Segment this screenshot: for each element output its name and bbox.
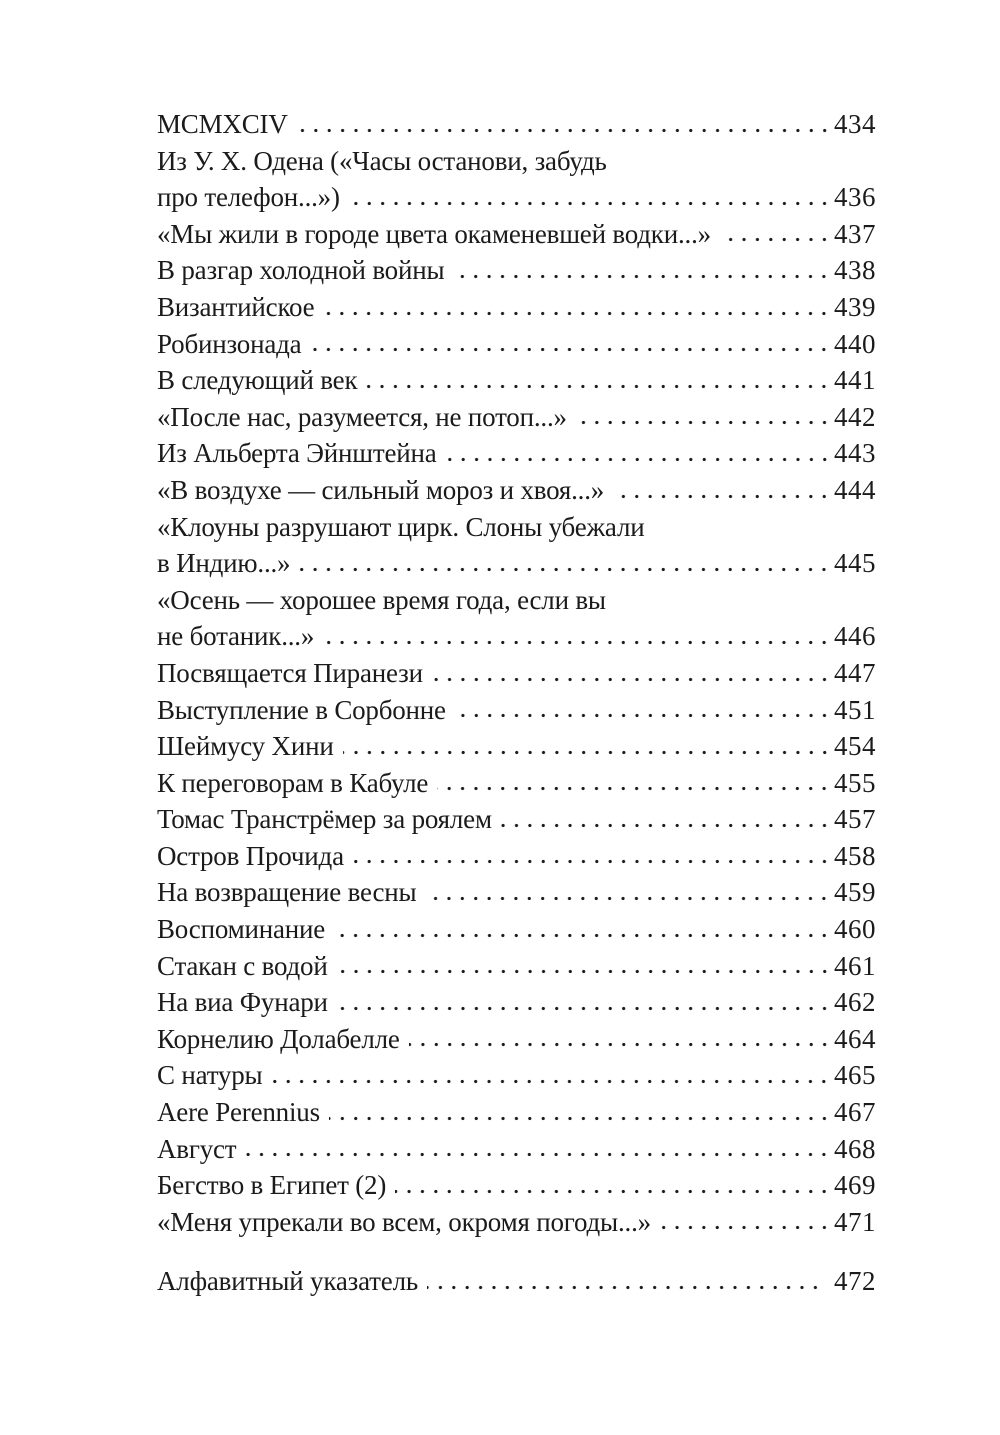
toc-entry-title: С натуры [157, 1060, 263, 1091]
toc-entry-title: Корнелию Долабелле [157, 1023, 400, 1054]
toc-entry-title: «Клоуны разрушают цирк. Слоны убежали [157, 511, 645, 542]
toc-entry [157, 1094, 876, 1131]
toc-entry-title: Август [157, 1133, 237, 1164]
toc-page-number: 457 [834, 804, 876, 835]
toc-entry-continued [157, 509, 876, 546]
toc-page-number: 443 [834, 438, 876, 469]
toc-page-number: 444 [834, 474, 876, 505]
toc-page-number: 467 [834, 1097, 876, 1128]
toc-entry-title: На виа Фунари [157, 987, 328, 1018]
toc-entry-title: Бегство в Египет (2) [157, 1170, 387, 1201]
toc-entry-title: Томас Транстрёмер за роялем [157, 804, 492, 835]
dot-leader [334, 911, 834, 948]
toc-page-number: 446 [834, 621, 876, 652]
toc-page-number: 458 [834, 840, 876, 871]
toc-entry [157, 216, 876, 253]
toc-entry [157, 1057, 876, 1094]
toc-entry-title: MCMXCIV [157, 109, 288, 139]
toc-entry-title: Посвящается Пиранези [157, 657, 423, 688]
toc-entry [157, 472, 876, 509]
dot-leader [437, 765, 834, 802]
dot-leader [337, 984, 834, 1021]
toc-entry-title: Выступление в Сорбонне [157, 694, 446, 725]
toc-page-number: 472 [834, 1266, 876, 1297]
toc-entry-title: «Меня упрекали во всем, окромя погоды...» [157, 1206, 651, 1237]
dot-leader [297, 106, 834, 143]
dot-leader [409, 1021, 834, 1058]
toc-page-number: 469 [834, 1170, 876, 1201]
toc-entry [157, 984, 876, 1021]
dot-leader [245, 1131, 834, 1168]
toc-page-number: 441 [834, 365, 876, 396]
toc-page-number: 439 [834, 291, 876, 322]
toc-entry-title: «Осень — хорошее время года, если вы [157, 584, 606, 615]
dot-leader [425, 874, 834, 911]
dot-leader [323, 618, 834, 655]
toc-entry [157, 1167, 876, 1204]
dot-leader [427, 1263, 825, 1300]
dot-leader [432, 655, 834, 692]
toc-entry [157, 252, 876, 289]
dot-leader [337, 948, 834, 985]
toc-entry [157, 1131, 876, 1168]
toc-page-number: 438 [834, 255, 876, 286]
toc-entry-title: Из У. Х. Одена («Часы останови, забудь [157, 145, 607, 176]
toc-entry [157, 692, 876, 729]
toc-entry [157, 289, 876, 326]
toc-entry [157, 911, 876, 948]
dot-leader [353, 838, 834, 875]
dot-leader [576, 399, 834, 436]
toc-entry-title: про телефон...») [157, 182, 340, 213]
toc-entry-title: «После нас, разумеется, не потоп...» [157, 401, 567, 432]
toc-list [157, 106, 876, 1300]
toc-entry [157, 765, 876, 802]
dot-leader [299, 545, 834, 582]
toc-entry-title: Aere Perennius [157, 1097, 320, 1128]
toc-entry-title: Алфавитный указатель [157, 1266, 418, 1297]
toc-entry [157, 948, 876, 985]
toc-entry-title: К переговорам в Кабуле [157, 767, 429, 798]
toc-entry-continued [157, 143, 876, 180]
toc-page-number: 465 [834, 1060, 876, 1091]
toc-page-number: 434 [834, 109, 876, 139]
toc-entry [157, 1263, 876, 1300]
toc-entry [157, 874, 876, 911]
dot-leader [453, 252, 834, 289]
dot-leader [446, 435, 834, 472]
toc-entry-title: в Индию...» [157, 548, 291, 579]
toc-entry [157, 838, 876, 875]
toc-entry-title: Из Альберта Эйнштейна [157, 438, 437, 469]
dot-leader [501, 801, 834, 838]
toc-page-number: 462 [834, 987, 876, 1018]
toc-page-number: 471 [834, 1206, 876, 1237]
toc-page-number: 454 [834, 731, 876, 762]
dot-leader [395, 1167, 834, 1204]
toc-page-number: 447 [834, 657, 876, 688]
toc-page-number: 455 [834, 767, 876, 798]
toc-entry-title: «Мы жили в городе цвета окаменевшей водки...» [157, 218, 711, 249]
toc-entry-title: Стакан с водой [157, 950, 328, 981]
toc-entry [157, 655, 876, 692]
toc-entry-title: Шеймусу Хини [157, 731, 334, 762]
toc-entry-title: не ботаник...» [157, 621, 315, 652]
toc-page-number: 440 [834, 328, 876, 359]
toc-entry [157, 362, 876, 399]
toc-entry-title: Воспоминание [157, 914, 326, 945]
toc-entry [157, 106, 876, 143]
toc-entry-title: Остров Прочида [157, 840, 344, 871]
toc-entry-title: «В воздухе — сильный мороз и хвоя...» [157, 474, 605, 505]
toc-entry-continued [157, 582, 876, 619]
toc-entry [157, 728, 876, 765]
toc-entry [157, 326, 876, 363]
toc-page-number: 436 [834, 182, 876, 213]
toc-page-number: 468 [834, 1133, 876, 1164]
toc-entry [157, 618, 876, 655]
toc-page-number: 460 [834, 914, 876, 945]
toc-page-number: 437 [834, 218, 876, 249]
toc-entry [157, 179, 876, 216]
toc-entry [157, 1204, 876, 1241]
dot-leader [720, 216, 834, 253]
toc-entry [157, 545, 876, 582]
dot-leader [329, 1094, 834, 1131]
toc-page-number: 442 [834, 401, 876, 432]
dot-leader [310, 326, 834, 363]
toc-page-number: 461 [834, 950, 876, 981]
toc-page-number: 445 [834, 548, 876, 579]
toc-entry-title: В следующий век [157, 365, 358, 396]
toc-entry-title: Робинзонада [157, 328, 302, 359]
dot-leader [660, 1204, 834, 1241]
dot-leader [349, 179, 834, 216]
dot-leader [343, 728, 834, 765]
toc-entry [157, 435, 876, 472]
toc-entry-title: На возвращение весны [157, 877, 417, 908]
dot-leader [323, 289, 834, 326]
toc-page-number: 451 [834, 694, 876, 725]
dot-leader [455, 692, 834, 729]
dot-leader [366, 362, 834, 399]
toc-page-number: 459 [834, 877, 876, 908]
dot-leader [271, 1057, 834, 1094]
toc-entry-title: В разгар холодной войны [157, 255, 445, 286]
toc-entry [157, 1021, 876, 1058]
toc-entry-title: Византийское [157, 291, 315, 322]
dot-leader [613, 472, 834, 509]
toc-entry [157, 801, 876, 838]
toc-page-number: 464 [834, 1023, 876, 1054]
toc-entry [157, 399, 876, 436]
